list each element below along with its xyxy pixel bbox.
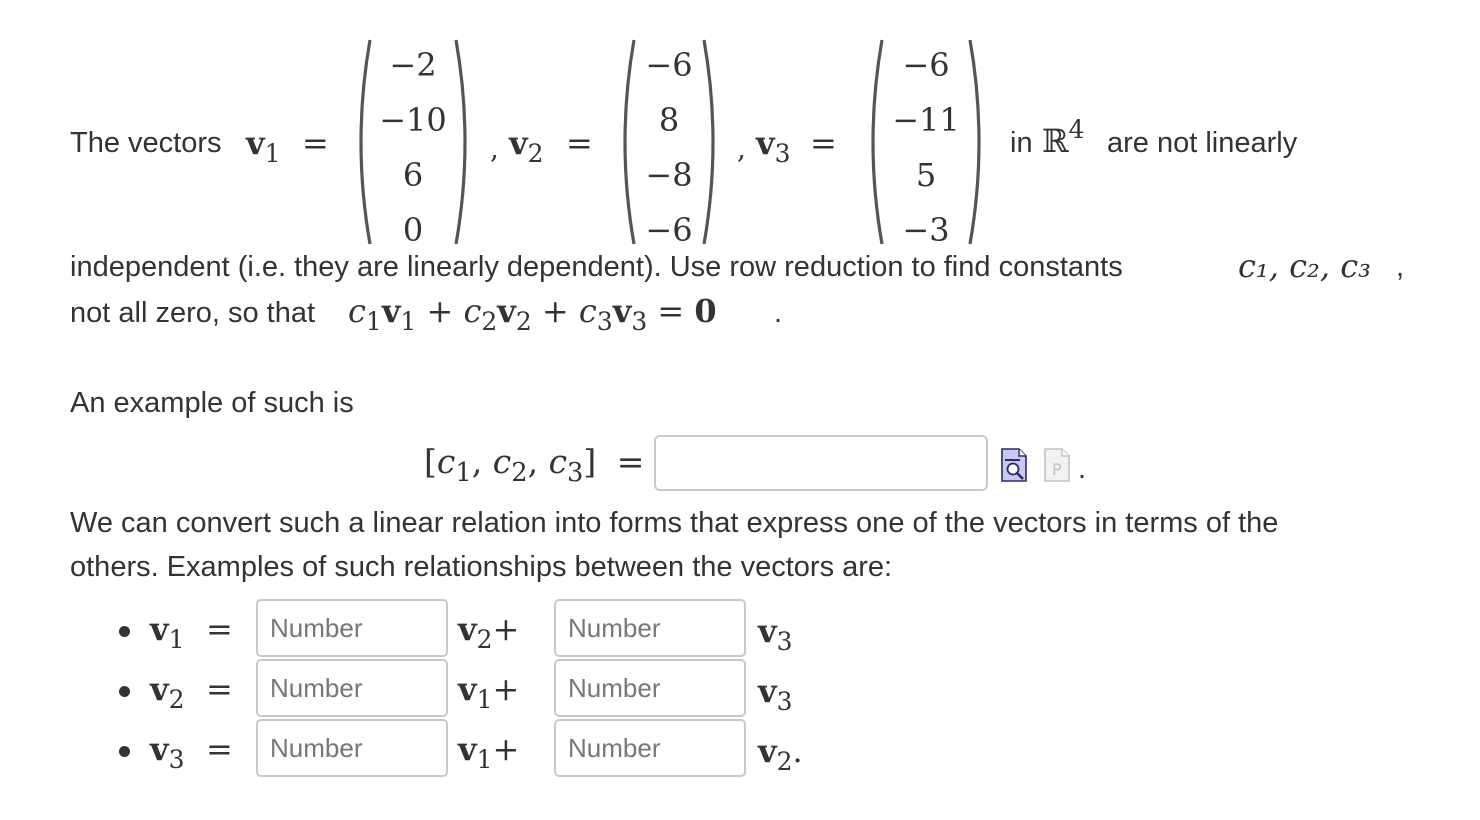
relation-3-coef-b-input[interactable] <box>554 719 746 777</box>
v1-entry-4: 0 <box>402 211 424 249</box>
right-paren-icon <box>964 38 990 246</box>
conversion-line-1: We can convert such a linear relation into forms that express one of the vectors in terms of the <box>70 507 1279 539</box>
relation-1-end: $v_3$ <box>758 612 793 656</box>
relation-2-equals: = <box>206 670 233 708</box>
relation-1-lhs: $v_1$ <box>150 610 185 654</box>
relation-2-lhs: $v_2$ <box>150 670 185 714</box>
constants-answer-input[interactable] <box>654 435 988 491</box>
linear-combination: $c_1v_1 + c_2v_2 + c_3v_3 = 0$ <box>348 292 717 336</box>
v1-entry-1: −2 <box>389 46 437 84</box>
list-bullet <box>119 686 130 697</box>
intro-tail: are not linearly <box>1107 127 1298 159</box>
v2-equals: = <box>566 124 593 162</box>
example-label: An example of such is <box>70 387 354 419</box>
real-space-symbol: ℝ$^4$ <box>1042 115 1085 160</box>
instruction-line-1-end: , <box>1396 251 1405 283</box>
in-text: in <box>1010 127 1033 159</box>
relation-3-mid: $v_1+$ <box>458 730 520 774</box>
vector-v2 <box>614 38 724 249</box>
conversion-line-2: others. Examples of such relationships between the vectors are: <box>70 551 893 583</box>
v2-entry-2: 8 <box>658 101 680 139</box>
constants-vector-lhs: [$c_1$, $c_2$, $c_3$] = <box>424 442 645 489</box>
right-paren-icon <box>450 38 476 246</box>
v2-label: $v_2$ <box>509 124 544 168</box>
relation-2-end: $v_3$ <box>758 672 793 716</box>
v1-entry-3: 6 <box>402 156 424 194</box>
right-paren-icon <box>698 38 724 246</box>
relation-1-coef-b-input[interactable] <box>554 599 746 657</box>
comma-1: , <box>490 132 499 165</box>
relation-3-coef-a-input[interactable] <box>256 719 448 777</box>
v2-entry-3: −8 <box>645 156 693 194</box>
relation-2-mid: $v_1+$ <box>458 670 520 714</box>
v3-entry-2: −11 <box>892 101 960 139</box>
relation-1-mid: $v_2+$ <box>458 610 520 654</box>
v1-equals: = <box>302 124 329 162</box>
v3-entry-4: −3 <box>902 211 950 249</box>
v3-label: $v_3$ <box>756 124 791 168</box>
list-bullet <box>119 626 130 637</box>
v3-entry-3: 5 <box>915 156 937 194</box>
list-bullet <box>119 746 130 757</box>
instruction-line-2-end: . <box>774 297 783 329</box>
vector-v3 <box>862 38 990 249</box>
v3-equals: = <box>810 124 837 162</box>
v2-entry-4: −6 <box>645 211 693 249</box>
instruction-line-1: independent (i.e. they are linearly dependent). Use row reduction to find constants <box>70 251 1123 283</box>
intro-lead: The vectors <box>70 127 222 159</box>
example-end: . <box>1078 453 1087 485</box>
left-paren-icon <box>614 38 640 246</box>
v1-entry-2: −10 <box>379 101 447 139</box>
relation-2-coef-a-input[interactable] <box>256 659 448 717</box>
relation-3-equals: = <box>206 730 233 768</box>
svg-text:P: P <box>1052 460 1062 479</box>
comma-2: , <box>737 132 746 165</box>
relation-1-coef-a-input[interactable] <box>256 599 448 657</box>
left-paren-icon <box>862 38 888 246</box>
instruction-line-2: not all zero, so that <box>70 297 316 329</box>
formula-entry-help-icon[interactable] <box>1043 448 1071 482</box>
relation-1-equals: = <box>206 610 233 648</box>
relation-3-end: $v_2$. <box>758 732 803 776</box>
v1-label: $v_1$ <box>246 124 281 168</box>
v3-entry-1: −6 <box>902 46 950 84</box>
preview-formula-icon[interactable] <box>1000 448 1028 482</box>
relation-3-lhs: $v_3$ <box>150 730 185 774</box>
constants-list: c₁, c₂, c₃ <box>1238 247 1371 285</box>
vector-v1 <box>350 38 476 249</box>
relation-2-coef-b-input[interactable] <box>554 659 746 717</box>
v2-entry-1: −6 <box>645 46 693 84</box>
left-paren-icon <box>350 38 376 246</box>
